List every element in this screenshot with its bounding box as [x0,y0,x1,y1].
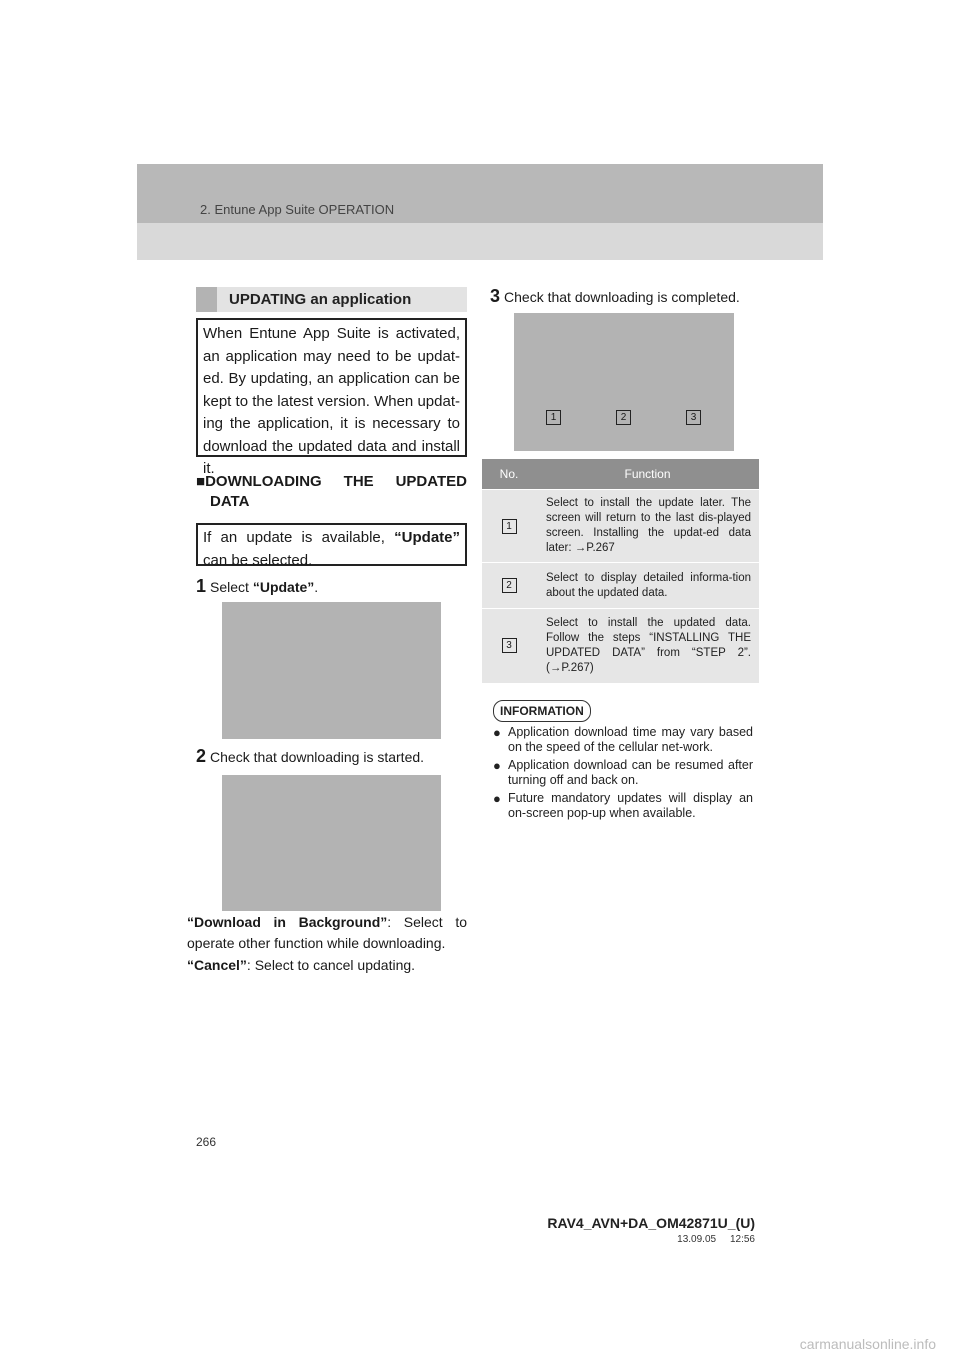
callout-3: 3 [686,410,701,425]
function-table [482,459,759,683]
header-top-bar [137,164,823,223]
information-list [493,725,753,824]
callout-2-table: 2 [502,578,517,593]
subsection-heading [196,472,467,512]
function-cell: Select to install the updated data. Follow the steps “INSTALLING THE UPDATED DATA” from “STEP 2”. (→P.267) [536,609,759,683]
watermark: carmanualsonline.info [799,1336,936,1352]
bullet-icon: ● [493,791,501,806]
information-label: INFORMATION [493,700,591,722]
step-number: 1 [196,576,207,596]
section-heading [196,287,467,312]
screenshot-update [222,602,441,739]
subsection-word: ■DOWNLOADING [196,473,322,490]
step-number: 2 [196,746,207,766]
information-item: ● Application download can be resumed after turning off and back on. [493,758,753,787]
information-item: ● Future mandatory updates will display an on-screen pop-up when available. [493,791,753,820]
header-function: Function [536,459,759,490]
callout-3-table: 3 [502,638,517,653]
screenshot-downloading [222,775,441,911]
table-row [482,563,759,609]
subsection-word: UPDATED [395,473,467,490]
function-cell: Select to install the update later. The screen will return to the last dis-played screen. Installing the updat-ed data later: →P.267 [536,490,759,563]
callout-2: 2 [616,410,631,425]
chapter-title: 2. Entune App Suite OPERATION [200,202,395,217]
subsection-word: THE [343,473,374,490]
description-download-background: “Download in Background”: Select to operate other function while downloading. [187,914,467,951]
table-row [482,609,759,683]
intro-box: When Entune App Suite is activated, an application may need to be updat-ed. By updating, an application can be kept to the latest version. When updat-ing the application, it is necessary to download the updated data and install it. [196,318,467,457]
step-number: 3 [490,286,501,306]
callout-1-table: 1 [502,519,517,534]
section-heading-marker [196,287,217,312]
description-cancel: “Cancel”: Select to cancel updating. [187,957,416,973]
page-number: 266 [196,1135,217,1149]
information-item: ● Application download time may vary based on the speed of the cellular net-work. [493,725,753,754]
section-heading-text: UPDATING an application [229,291,412,308]
bullet-icon: ● [493,758,501,773]
subsection-line2: DATA [210,493,250,510]
update-keyword: “Update” [394,529,460,546]
function-cell: Select to display detailed informa-tion about the updated data. [536,563,759,609]
row-number-cell [482,490,536,563]
table-row [482,490,759,563]
header-no: No. [482,459,536,490]
header-band [137,164,823,260]
step-3: 3 Check that downloading is completed. [490,286,740,306]
print-timestamp: 13.09.05 12:56 [677,1234,755,1245]
callout-1: 1 [546,410,561,425]
step-keyword: “Update” [252,579,315,595]
model-code: RAV4_AVN+DA_OM42871U_(U) [547,1215,755,1231]
table-header-row [482,459,759,490]
screenshot-completed [514,313,734,451]
step-1: 1 Select “Update”. [196,576,319,596]
step-2: 2 Check that downloading is started. [196,746,425,766]
update-box: If an update is available, “Update” can be selected. [196,523,467,566]
row-number-cell [482,609,536,683]
bullet-icon: ● [493,725,501,740]
row-number-cell [482,563,536,609]
